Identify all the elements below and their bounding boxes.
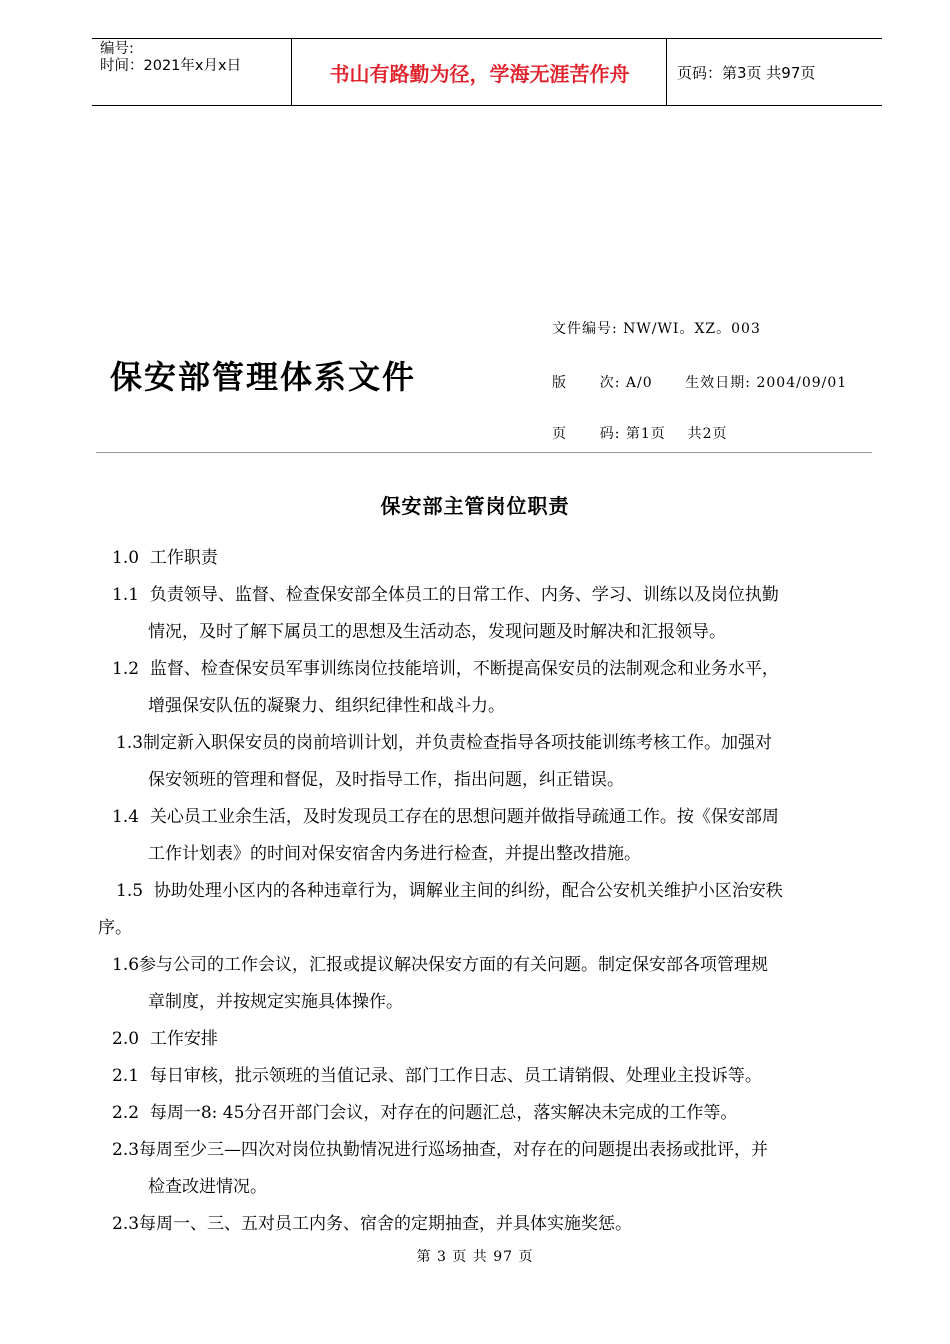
- paragraph-continuation: 增强保安队伍的凝聚力、组织纪律性和战斗力。: [148, 696, 505, 716]
- paragraph: 2.3每周至少三—四次对岗位执勤情况进行巡场抽查，对存在的问题提出表扬或批评，并: [112, 1140, 769, 1160]
- paragraph-continuation: 工作计划表》的时间对保安宿舍内务进行检查，并提出整改措施。: [148, 844, 641, 864]
- paragraph: 1.6参与公司的工作会议，汇报或提议解决保安方面的有关问题。制定保安部各项管理规: [112, 955, 769, 975]
- section-heading: 1.0 工作职责: [112, 548, 218, 568]
- paragraph: 2.3每周一、三、五对员工内务、宿舍的定期抽查，并具体实施奖惩。: [112, 1214, 633, 1234]
- divider: [96, 452, 872, 453]
- paragraph: 1.4 关心员工业余生活，及时发现员工存在的思想问题并做指导疏通工作。按《保安部周: [112, 807, 779, 827]
- header-table: [92, 38, 882, 106]
- paragraph-continuation: 保安领班的管理和督促，及时指导工作，指出问题，纠正错误。: [148, 770, 624, 790]
- paragraph-continuation: 章制度，并按规定实施具体操作。: [148, 992, 403, 1012]
- paragraph-continuation: 检查改进情况。: [148, 1177, 267, 1197]
- time-label: 时间：2021年x月x日: [100, 58, 242, 74]
- section-title: 保安部主管岗位职责: [380, 494, 570, 518]
- number-label: 编号:: [100, 41, 134, 57]
- paragraph-continuation: 情况，及时了解下属员工的思想及生活动态，发现问题及时解决和汇报领导。: [148, 622, 726, 642]
- file-number: 文件编号: NW/WI。XZ。003: [552, 321, 761, 337]
- header-page-label: 页码：第3页 共97页: [677, 63, 816, 82]
- page-footer: 第 3 页 共 97 页: [416, 1249, 534, 1265]
- section-heading: 2.0 工作安排: [112, 1029, 218, 1049]
- paragraph: 1.5 协助处理小区内的各种违章行为，调解业主间的纠纷，配合公安机关维护小区治安秩: [116, 881, 783, 901]
- document-title: 保安部管理体系文件: [110, 358, 417, 396]
- document-body: [98, 540, 868, 1243]
- paragraph: 1.3制定新入职保安员的岗前培训计划，并负责检查指导各项技能训练考核工作。加强对: [116, 733, 773, 753]
- paragraph-continuation: 序。: [98, 918, 132, 938]
- paragraph: 1.2 监督、检查保安员军事训练岗位技能培训，不断提高保安员的法制观念和业务水平，: [112, 659, 779, 679]
- document-pages: 页 码: 第1页 共2页: [552, 426, 728, 442]
- header-motto: 书山有路勤为径，学海无涯苦作舟: [293, 39, 667, 105]
- header-info-cell: [92, 39, 292, 105]
- paragraph: 2.1 每日审核，批示领班的当值记录、部门工作日志、员工请销假、处理业主投诉等。: [112, 1066, 762, 1086]
- paragraph: 2.2 每周一8: 45分召开部门会议，对存在的问题汇总，落实解决未完成的工作等。: [112, 1103, 738, 1123]
- paragraph: 1.1 负责领导、监督、检查保安部全体员工的日常工作、内务、学习、训练以及岗位执勤: [112, 585, 779, 605]
- version-date: 版 次: A/0 生效日期: 2004/09/01: [552, 375, 848, 391]
